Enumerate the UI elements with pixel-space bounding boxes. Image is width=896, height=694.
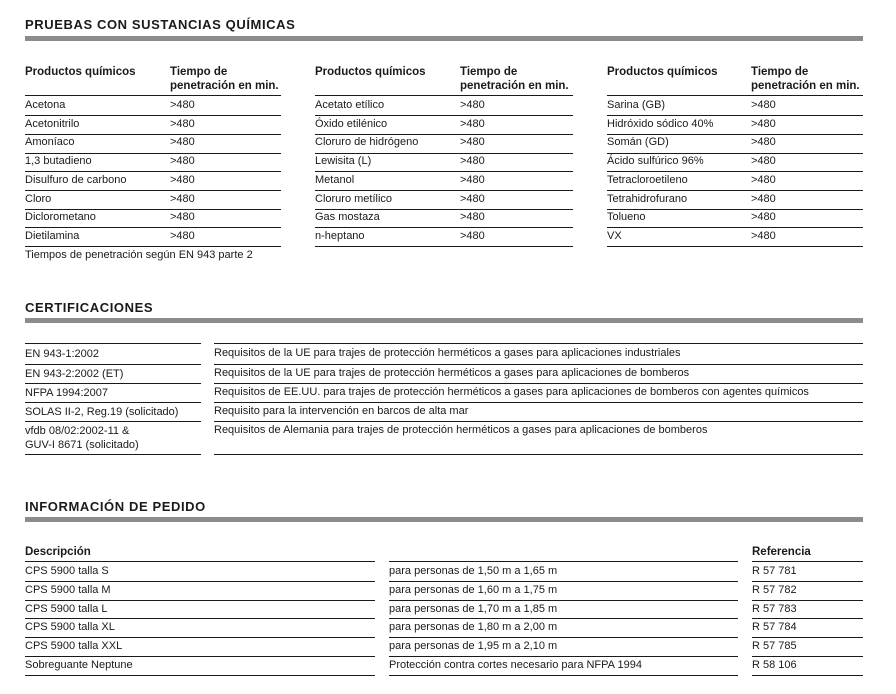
row-rule (25, 246, 281, 247)
row-rule (214, 421, 863, 422)
header-chemical: Productos químicos (607, 66, 718, 78)
row-rule (607, 153, 863, 154)
row-rule (25, 115, 281, 116)
row-rule (25, 675, 375, 676)
penetration-time: >480 (751, 99, 776, 111)
row-rule (214, 383, 863, 384)
order-detail: Protección contra cortes necesario para NFPA 1994 (389, 659, 642, 671)
row-rule (315, 246, 573, 247)
certifications-title: CERTIFICACIONES (25, 300, 154, 315)
penetration-time: >480 (170, 211, 195, 224)
header-rule (25, 561, 375, 562)
row-rule (315, 115, 573, 116)
penetration-time: >480 (751, 192, 776, 205)
row-rule (214, 454, 863, 455)
penetration-time: >480 (460, 192, 485, 205)
row-rule (315, 209, 573, 210)
ordering-title: INFORMACIÓN DE PEDIDO (25, 499, 206, 514)
order-reference: R 57 784 (752, 621, 797, 634)
row-rule (607, 115, 863, 116)
certification-code: vfdb 08/02:2002-11 & GUV-I 8671 (solicitado) (25, 425, 139, 451)
header-chemical: Productos químicos (315, 66, 426, 78)
section-divider (25, 517, 863, 522)
certification-description: Requisitos de la UE para trajes de protección herméticos a gases para aplicaciones de bomberos (214, 367, 690, 379)
header-penetration-time: Tiempo de penetración en min. (460, 66, 569, 92)
row-rule (607, 209, 863, 210)
row-rule (315, 227, 573, 228)
chemical-name: Ácido sulfúrico 96% (607, 155, 704, 168)
penetration-time: >480 (751, 155, 776, 168)
row-rule (25, 134, 281, 135)
chemical-name: Sarina (GB) (607, 99, 666, 111)
chemical-name: VX (607, 229, 622, 242)
order-detail: para personas de 1,80 m a 2,00 m (389, 621, 558, 634)
row-rule (607, 134, 863, 135)
order-description: CPS 5900 talla M (25, 583, 111, 596)
penetration-time: >480 (460, 99, 485, 111)
header-description: Descripción (25, 546, 91, 558)
chemical-name: Metanol (315, 173, 355, 186)
row-rule (25, 637, 375, 638)
chemical-name: Disulfuro de carbono (25, 173, 127, 186)
order-reference: R 57 782 (752, 583, 797, 596)
penetration-time: >480 (460, 155, 485, 168)
penetration-time: >480 (170, 136, 195, 149)
row-rule (752, 656, 863, 657)
row-rule (214, 364, 863, 365)
chemicals-title: PRUEBAS CON SUSTANCIAS QUÍMICAS (25, 17, 296, 32)
row-rule (752, 581, 863, 582)
row-rule (25, 364, 201, 365)
chemical-name: Tetrahidrofurano (607, 192, 688, 205)
row-rule (214, 402, 863, 403)
row-rule (25, 618, 375, 619)
penetration-time: >480 (460, 136, 485, 149)
row-rule (752, 600, 863, 601)
row-rule (25, 421, 201, 422)
row-rule (25, 454, 201, 455)
penetration-time: >480 (460, 211, 485, 224)
penetration-time: >480 (170, 229, 195, 242)
certification-description: Requisitos de Alemania para trajes de protección herméticos a gases para aplicaciones de bomberos (214, 424, 708, 436)
row-rule (607, 246, 863, 247)
order-description: CPS 5900 talla XL (25, 621, 115, 634)
penetration-time: >480 (460, 117, 485, 130)
certification-code: NFPA 1994:2007 (25, 387, 108, 399)
chemical-name: Acetona (25, 99, 66, 111)
certification-code: EN 943-1:2002 (25, 348, 99, 360)
penetration-time: >480 (751, 136, 776, 149)
row-rule (752, 618, 863, 619)
chemical-name: n-heptano (315, 229, 365, 242)
chemical-name: Lewisita (L) (315, 155, 372, 168)
penetration-time: >480 (170, 99, 195, 111)
order-reference: R 57 781 (752, 565, 797, 577)
chemical-name: Cloruro metílico (315, 192, 393, 205)
row-rule (607, 227, 863, 228)
certification-description: Requisitos de EE.UU. para trajes de protección herméticos a gases para aplicaciones de bomberos con agentes químicos (214, 386, 809, 398)
order-description: CPS 5900 talla S (25, 565, 109, 577)
row-rule (315, 171, 573, 172)
chemical-name: Óxido etilénico (315, 117, 388, 130)
header-rule (607, 95, 863, 96)
chemical-name: Acetato etílico (315, 99, 385, 111)
row-rule (25, 227, 281, 228)
chemical-name: Hidróxido sódico 40% (607, 117, 714, 130)
order-description: CPS 5900 talla XXL (25, 640, 123, 653)
order-reference: R 57 785 (752, 640, 797, 653)
row-rule (25, 581, 375, 582)
header-reference: Referencia (752, 546, 811, 558)
order-detail: para personas de 1,95 m a 2,10 m (389, 640, 558, 653)
chemical-name: Amoníaco (25, 136, 75, 149)
penetration-note: Tiempos de penetración según EN 943 parte 2 (25, 249, 253, 261)
header-penetration-time: Tiempo de penetración en min. (751, 66, 860, 92)
row-rule (752, 675, 863, 676)
row-rule (315, 153, 573, 154)
penetration-time: >480 (751, 211, 776, 224)
row-rule (389, 618, 738, 619)
row-rule (25, 171, 281, 172)
order-description: Sobreguante Neptune (25, 659, 133, 671)
header-rule (315, 95, 573, 96)
row-rule (607, 171, 863, 172)
row-rule (25, 600, 375, 601)
row-rule (25, 383, 201, 384)
order-detail: para personas de 1,60 m a 1,75 m (389, 583, 558, 596)
row-rule (752, 637, 863, 638)
penetration-time: >480 (170, 192, 195, 205)
order-detail: para personas de 1,50 m a 1,65 m (389, 565, 558, 577)
penetration-time: >480 (751, 173, 776, 186)
penetration-time: >480 (460, 173, 485, 186)
row-rule (25, 153, 281, 154)
row-rule (389, 637, 738, 638)
penetration-time: >480 (170, 155, 195, 168)
row-rule (607, 190, 863, 191)
row-rule (315, 134, 573, 135)
penetration-time: >480 (170, 117, 195, 130)
penetration-time: >480 (751, 229, 776, 242)
header-chemical: Productos químicos (25, 66, 136, 78)
chemical-name: Diclorometano (25, 211, 96, 224)
chemical-name: Acetonitrilo (25, 117, 80, 130)
row-rule (214, 343, 863, 344)
row-rule (389, 600, 738, 601)
row-rule (25, 656, 375, 657)
order-detail: para personas de 1,70 m a 1,85 m (389, 602, 558, 615)
chemical-name: Cloro (25, 192, 52, 205)
row-rule (25, 343, 201, 344)
section-divider (25, 36, 863, 41)
penetration-time: >480 (751, 117, 776, 130)
penetration-time: >480 (170, 173, 195, 186)
chemical-name: Somán (GD) (607, 136, 669, 149)
order-description: CPS 5900 talla L (25, 602, 108, 615)
certification-description: Requisito para la intervención en barcos de alta mar (214, 405, 469, 417)
row-rule (389, 581, 738, 582)
row-rule (389, 656, 738, 657)
chemical-name: Cloruro de hidrógeno (315, 136, 419, 149)
row-rule (25, 190, 281, 191)
penetration-time: >480 (460, 229, 485, 242)
row-rule (25, 402, 201, 403)
row-rule (389, 675, 738, 676)
chemical-name: 1,3 butadieno (25, 155, 92, 168)
chemical-name: Tetracloroetileno (607, 173, 688, 186)
certification-code: EN 943-2:2002 (ET) (25, 368, 124, 380)
header-rule (25, 95, 281, 96)
chemical-name: Dietilamina (25, 229, 80, 242)
chemical-name: Gas mostaza (315, 211, 380, 224)
order-reference: R 58 106 (752, 659, 797, 671)
header-rule (389, 561, 738, 562)
order-reference: R 57 783 (752, 602, 797, 615)
certification-description: Requisitos de la UE para trajes de protección herméticos a gases para aplicaciones industriales (214, 347, 681, 359)
row-rule (315, 190, 573, 191)
header-rule (752, 561, 863, 562)
row-rule (25, 209, 281, 210)
header-penetration-time: Tiempo de penetración en min. (170, 66, 279, 92)
certification-code: SOLAS II-2, Reg.19 (solicitado) (25, 406, 179, 418)
chemical-name: Tolueno (607, 211, 646, 224)
section-divider (25, 318, 863, 323)
